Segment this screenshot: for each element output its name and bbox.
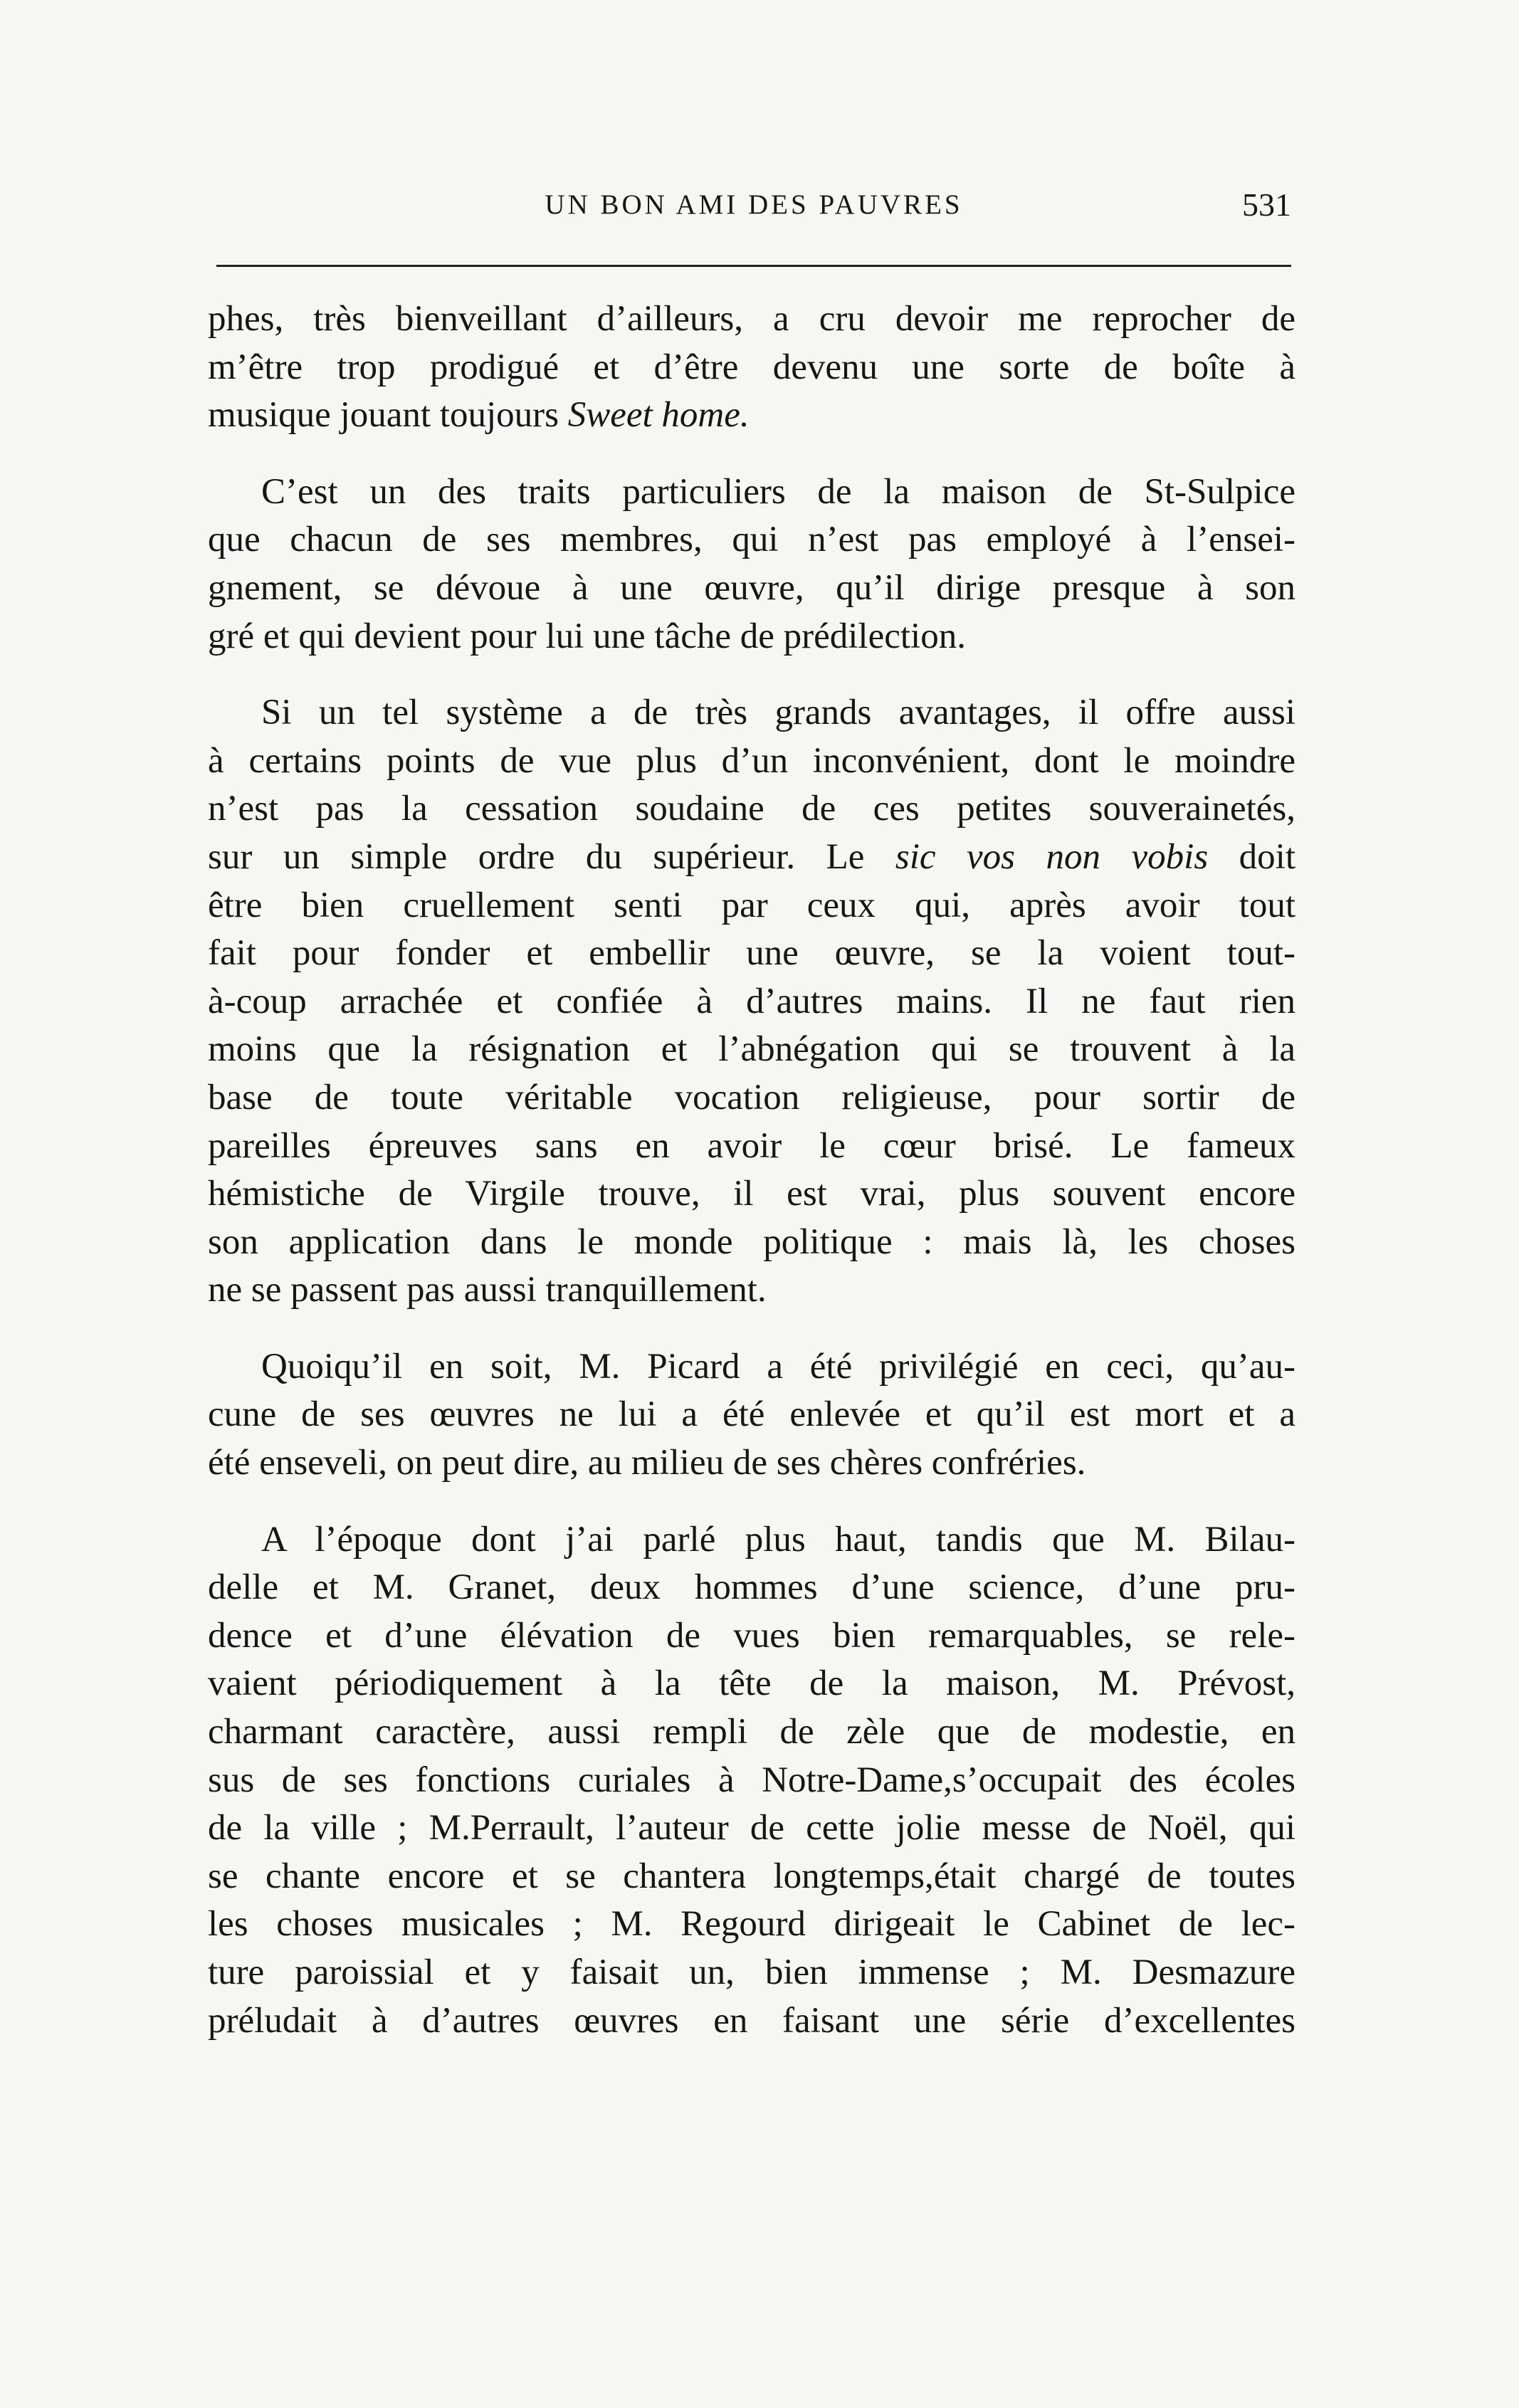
paragraph-4 — [208, 1343, 1295, 1488]
text-line: gré et qui devient pour lui une tâche de prédilection. — [208, 616, 966, 656]
text-line: préludait à d’autres œuvres en faisant une série d’excellentes — [208, 2000, 1295, 2041]
text-line: fait pour fonder et embellir une œuvre, se la voient tout- — [208, 933, 1295, 974]
text-line: dence et d’une élévation de vues bien remarquables, se rele- — [208, 1615, 1295, 1656]
page-body — [208, 295, 1295, 2073]
italic-title: Sweet home. — [567, 395, 750, 436]
running-title: UN BON AMI DES PAUVRES — [545, 189, 963, 220]
header-rule — [216, 265, 1291, 267]
text-line: base de toute véritable vocation religieuse, pour sortir de — [208, 1077, 1295, 1118]
text-fragment: musique jouant toujours — [208, 395, 559, 436]
latin-quote: sic vos non vobis — [895, 836, 1209, 877]
text-fragment: doit — [1239, 836, 1296, 877]
text-line: pareilles épreuves sans en avoir le cœur brisé. Le fameux — [208, 1125, 1295, 1166]
text-line: se chante encore et se chantera longtemps,était chargé de toutes — [208, 1856, 1295, 1896]
text-line — [208, 834, 1295, 882]
text-line: moins que la résignation et l’abnégation qui se trouvent à la — [208, 1029, 1295, 1070]
text-line: gnement, se dévoue à une œuvre, qu’il dirige presque à son — [208, 567, 1295, 608]
text-line: m’être trop prodigué et d’être devenu une sorte de boîte à — [208, 347, 1295, 387]
text-line: phes, très bienveillant d’ailleurs, a cru devoir me reprocher de — [208, 299, 1295, 339]
paragraph-2 — [208, 468, 1295, 661]
text-line — [208, 391, 1295, 440]
page-header — [216, 186, 1291, 246]
text-line: ture paroissial et y faisait un, bien immense ; M. Desmazure — [208, 1952, 1295, 1992]
text-line: que chacun de ses membres, qui n’est pas employé à l’ensei- — [208, 520, 1295, 560]
text-line: être bien cruellement senti par ceux qui, après avoir tout — [208, 885, 1295, 925]
text-line: vaient périodiquement à la tête de la maison, M. Prévost, — [208, 1663, 1295, 1704]
text-line: hémistiche de Virgile trouve, il est vrai, plus souvent encore — [208, 1174, 1295, 1214]
text-line: delle et M. Granet, deux hommes d’une science, d’une pru- — [208, 1567, 1295, 1608]
text-line: les choses musicales ; M. Regourd dirigeait le Cabinet de lec- — [208, 1904, 1295, 1945]
text-line: Quoiqu’il en soit, M. Picard a été privilégié en ceci, qu’au- — [261, 1346, 1295, 1387]
text-line: à-coup arrachée et confiée à d’autres mains. Il ne faut rien — [208, 981, 1295, 1021]
text-line: ne se passent pas aussi tranquillement. — [208, 1270, 767, 1310]
paragraph-3 — [208, 689, 1295, 1315]
text-fragment: sur un simple ordre du supérieur. Le — [208, 836, 865, 877]
text-line: n’est pas la cessation soudaine de ces petites souverainetés, — [208, 789, 1295, 829]
text-line: été enseveli, on peut dire, au milieu de ses chères confréries. — [208, 1443, 1086, 1483]
text-line: de la ville ; M.Perrault, l’auteur de cette jolie messe de Noël, qui — [208, 1808, 1295, 1849]
text-line: A l’époque dont j’ai parlé plus haut, tandis que M. Bilau- — [261, 1519, 1295, 1560]
page-number: 531 — [1242, 186, 1291, 223]
paragraph-1 — [208, 295, 1295, 440]
text-line: Si un tel système a de très grands avantages, il offre aussi — [261, 693, 1295, 733]
text-line: cune de ses œuvres ne lui a été enlevée et qu’il est mort et a — [208, 1394, 1295, 1435]
text-line: à certains points de vue plus d’un inconvénient, dont le moindre — [208, 740, 1295, 781]
text-line: charmant caractère, aussi rempli de zèle que de modestie, en — [208, 1712, 1295, 1752]
text-line: son application dans le monde politique : mais là, les choses — [208, 1221, 1295, 1262]
text-line: sus de ses fonctions curiales à Notre-Dame,s’occupait des écoles — [208, 1760, 1295, 1800]
text-line: C’est un des traits particuliers de la maison de St-Sulpice — [261, 471, 1295, 512]
paragraph-5 — [208, 1516, 1295, 2046]
